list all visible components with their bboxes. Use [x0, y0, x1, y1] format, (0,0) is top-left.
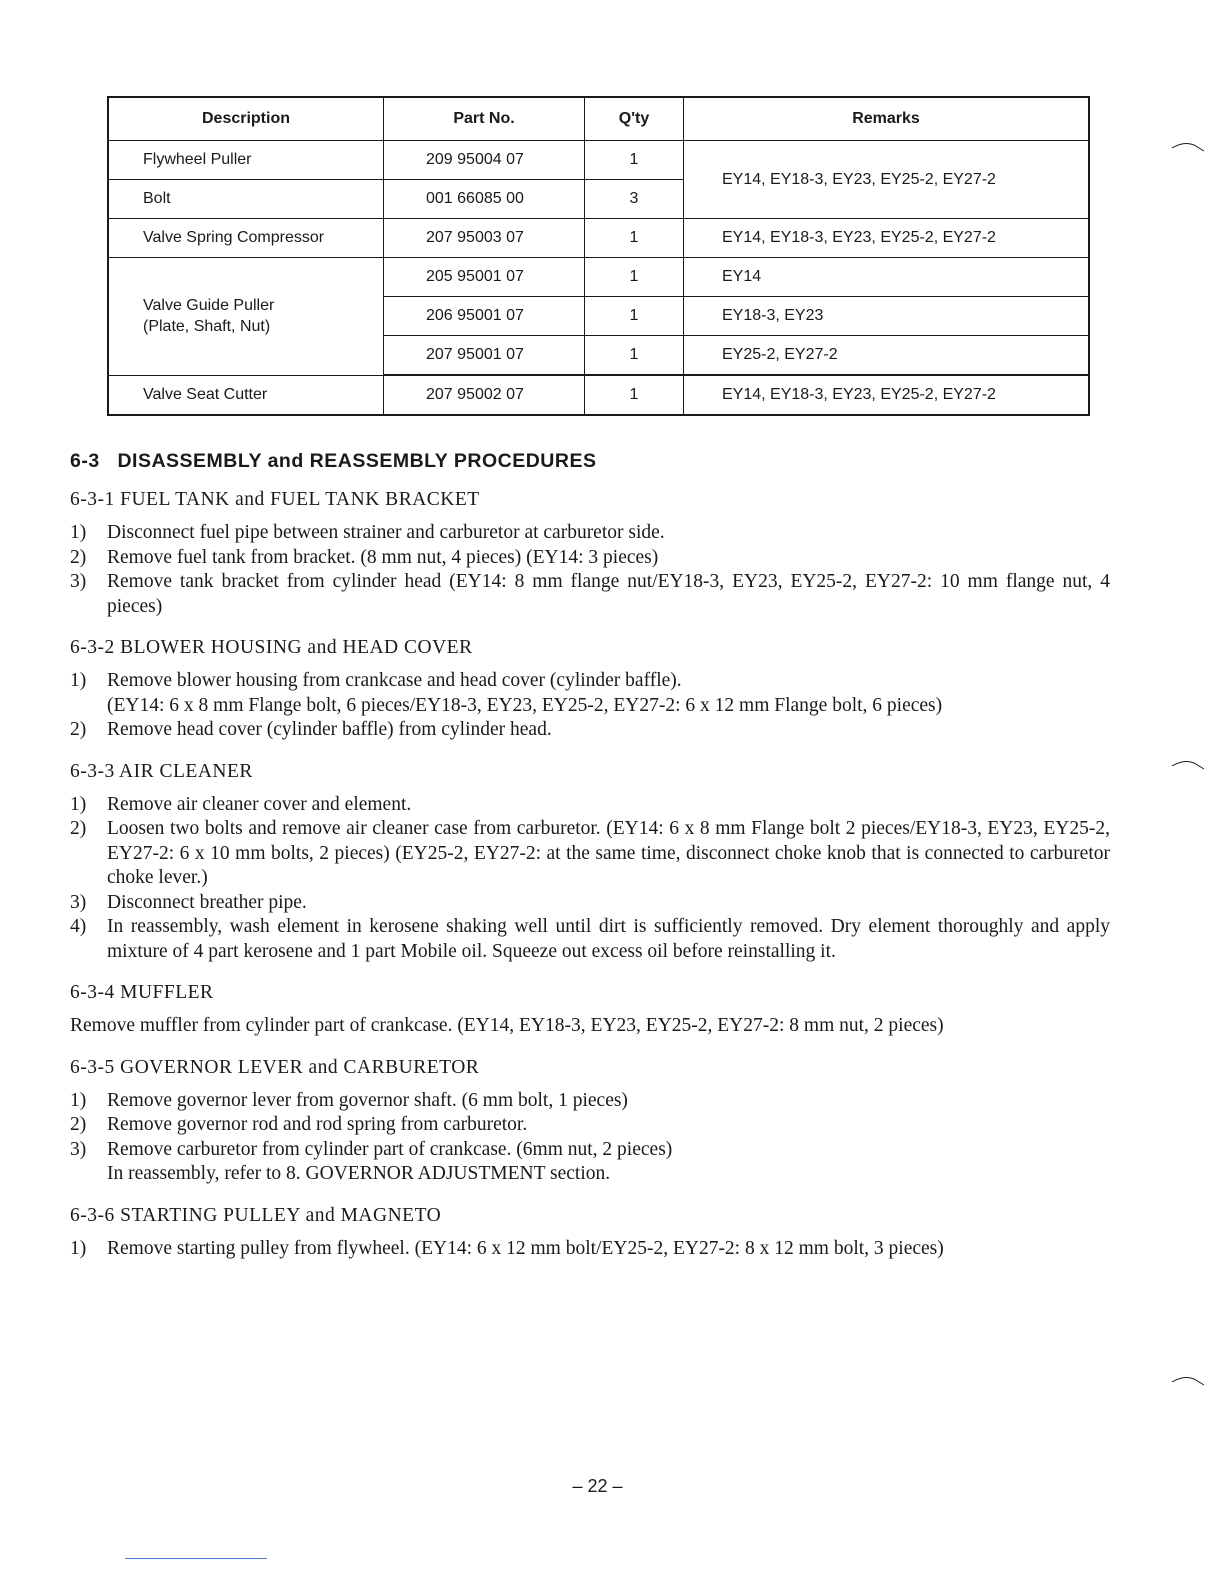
cell-part-no: 206 95001 07 [384, 297, 585, 336]
cell-description: Valve Spring Compressor [108, 219, 384, 258]
cell-remarks: EY25-2, EY27-2 [684, 336, 1090, 376]
guide-puller-line1: Valve Guide Puller [143, 297, 275, 315]
cell-remarks: EY14, EY18-3, EY23, EY25-2, EY27-2 [684, 141, 1090, 219]
list-item: 1) Remove air cleaner cover and element. [70, 793, 412, 815]
col-description: Description [108, 97, 384, 141]
list-item: 1) Remove blower housing from crankcase and head cover (cylinder baffle). (EY14: 6 x 8 mm Flange bolt, 6 pieces/EY18-3, EY23, EY25-2, EY27-2: 6 x 12 mm Flange bolt, 6 pieces) [70, 670, 943, 716]
list-item: 1) Disconnect fuel pipe between strainer and carburetor at carburetor side. [70, 522, 665, 543]
table-header-row [108, 97, 1089, 141]
subsection-heading: 6-3-3 AIR CLEANER [70, 760, 253, 782]
step-list [70, 1089, 1110, 1187]
margin-mark [1170, 142, 1206, 152]
step-detail: In reassembly, refer to 8. GOVERNOR ADJUSTMENT section. [107, 1163, 611, 1184]
cell-description: Flywheel Puller [108, 141, 384, 180]
footer-rule [125, 1558, 267, 1559]
cell-description [108, 258, 384, 376]
list-item: 2) Remove governor rod and rod spring from carburetor. [70, 1114, 528, 1135]
subsection-heading: 6-3-5 GOVERNOR LEVER and CARBURETOR [70, 1056, 480, 1078]
table-row [108, 258, 1089, 297]
list-item: 4) In reassembly, wash element in kerosene shaking well until dirt is sufficiently removed. Dry element thoroughly and apply mixture of 4 part kerosene and 1 part Mobile oil. Squeeze out excess oil before reinstalling it. [70, 916, 1110, 962]
cell-remarks: EY14 [684, 258, 1090, 297]
tools-table [107, 96, 1090, 416]
guide-puller-line2: (Plate, Shaft, Nut) [143, 318, 271, 336]
step-list [70, 793, 1110, 965]
list-item: 1) Remove starting pulley from flywheel. (EY14: 6 x 12 mm bolt/EY25-2, EY27-2: 8 x 12 mm bolt, 3 pieces) [70, 1237, 944, 1259]
cell-remarks: EY14, EY18-3, EY23, EY25-2, EY27-2 [684, 219, 1090, 258]
list-item: 3) Remove carburetor from cylinder part of crankcase. (6mm nut, 2 pieces) In reassembly, refer to 8. GOVERNOR ADJUSTMENT section. [70, 1138, 673, 1184]
cell-part-no: 207 95003 07 [384, 219, 585, 258]
cell-qty: 1 [585, 258, 684, 297]
list-item: 2) Remove fuel tank from bracket. (8 mm nut, 4 pieces) (EY14: 3 pieces) [70, 546, 659, 568]
step-list [70, 669, 1110, 743]
section-number: 6-3 [70, 450, 100, 472]
cell-qty: 1 [585, 297, 684, 336]
list-item: 2) Remove head cover (cylinder baffle) from cylinder head. [70, 719, 552, 740]
page-number: – 22 – [572, 1476, 623, 1496]
margin-mark [1170, 760, 1206, 770]
list-item: 1) Remove governor lever from governor shaft. (6 mm bolt, 1 pieces) [70, 1089, 628, 1111]
step-list [70, 1237, 1110, 1262]
cell-qty: 1 [585, 141, 684, 180]
cell-qty: 1 [585, 219, 684, 258]
list-item: 3) Disconnect breather pipe. [70, 891, 307, 913]
section-title: DISASSEMBLY and REASSEMBLY PROCEDURES [117, 450, 597, 472]
section-heading [70, 450, 1110, 473]
cell-qty: 1 [585, 375, 684, 415]
cell-remarks: EY14, EY18-3, EY23, EY25-2, EY27-2 [684, 375, 1090, 415]
subsection-heading: 6-3-6 STARTING PULLEY and MAGNETO [70, 1204, 442, 1226]
subsection-heading: 6-3-2 BLOWER HOUSING and HEAD COVER [70, 637, 473, 658]
cell-part-no: 001 66085 00 [384, 180, 585, 219]
col-part-no: Part No. [384, 97, 585, 141]
step-detail: (EY14: 6 x 8 mm Flange bolt, 6 pieces/EY18-3, EY23, EY25-2, EY27-2: 6 x 12 mm Flange bolt, 6 pieces) [107, 694, 943, 716]
cell-description: Bolt [108, 180, 384, 219]
subsection-heading: 6-3-4 MUFFLER [70, 982, 214, 1003]
list-item: 2) Loosen two bolts and remove air cleaner case from carburetor. (EY14: 6 x 8 mm Flange bolt 2 pieces/EY18-3, EY23, EY25-2, EY27-2: 6 x 10 mm bolts, 2 pieces) (EY25-2, EY27-2: at the same time, disconnect choke knob that is connected to carburetor choke lever.) [70, 818, 1110, 888]
col-qty: Q'ty [585, 97, 684, 141]
cell-part-no: 207 95002 07 [384, 375, 585, 415]
cell-part-no: 209 95004 07 [384, 141, 585, 180]
table-row [108, 375, 1089, 415]
cell-part-no: 207 95001 07 [384, 336, 585, 376]
cell-part-no: 205 95001 07 [384, 258, 585, 297]
paragraph: Remove muffler from cylinder part of crankcase. (EY14, EY18-3, EY23, EY25-2, EY27-2: 8 mm nut, 2 pieces) [70, 1015, 944, 1036]
cell-qty: 1 [585, 336, 684, 376]
margin-mark [1170, 1376, 1206, 1386]
subsection-heading: 6-3-1 FUEL TANK and FUEL TANK BRACKET [70, 489, 480, 510]
table-row [108, 141, 1089, 180]
table-row [108, 219, 1089, 258]
cell-description: Valve Seat Cutter [108, 375, 384, 415]
col-remarks: Remarks [684, 97, 1090, 141]
cell-remarks: EY18-3, EY23 [684, 297, 1090, 336]
list-item: 3) Remove tank bracket from cylinder head (EY14: 8 mm flange nut/EY18-3, EY23, EY25-2, EY27-2: 10 mm flange nut, 4 pieces) [70, 571, 1110, 617]
cell-qty: 3 [585, 180, 684, 219]
procedures-content [70, 450, 1110, 1279]
step-list [70, 521, 1110, 619]
